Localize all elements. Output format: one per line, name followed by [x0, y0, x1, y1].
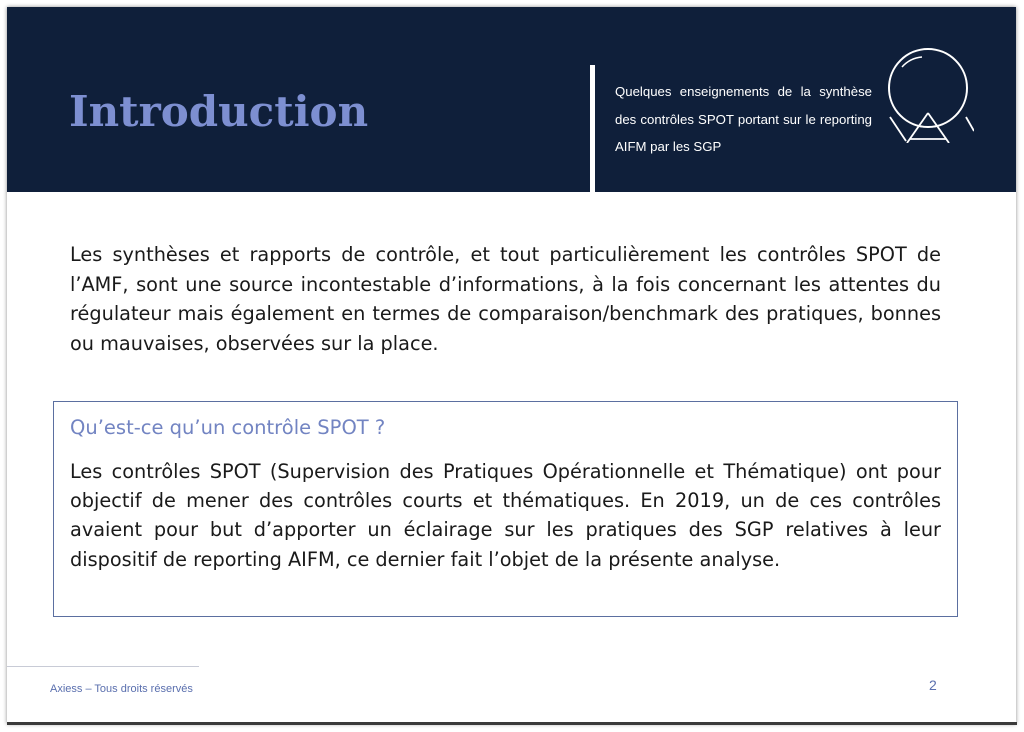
page-title: Introduction: [69, 87, 369, 136]
intro-paragraph: Les synthèses et rapports de contrôle, et tout particulièrement les contrôles SPOT de l’AMF, sont une source incontestable d’informations, à la fois concernant les attentes du régulateur mais également en termes de comparaison/benchmark des pratiques, bonnes ou mauvaises, observées sur la place.: [70, 243, 941, 355]
header-banner: [7, 7, 1016, 192]
spot-info-box: [53, 401, 958, 617]
info-box-paragraph: Les contrôles SPOT (Supervision des Pratiques Opérationnelle et Thématique) ont pour objectif de mener des contrôles courts et thématiques. En 2019, un de ces contrôles avaient pour but d’apporter un éclairage sur les pratiques des SGP relatives à leur dispositif de reporting AIFM, ce dernier fait l’objet de la présente analyse.: [70, 460, 941, 571]
slide-bottom-edge: [7, 722, 1017, 725]
footer-copyright: Axiess – Tous droits réservés: [50, 683, 193, 695]
info-box-heading: Qu’est-ce qu’un contrôle SPOT ?: [70, 416, 386, 439]
ring-pyramid-logo-icon: [882, 45, 974, 143]
header-divider: [590, 65, 595, 192]
footer-rule: [7, 666, 199, 667]
header-subtitle: Quelques enseignements de la synthèse des contrôles SPOT portant sur le reporting AIFM par les SGP: [615, 84, 872, 154]
page-number: 2: [929, 677, 937, 693]
slide: [7, 7, 1016, 724]
